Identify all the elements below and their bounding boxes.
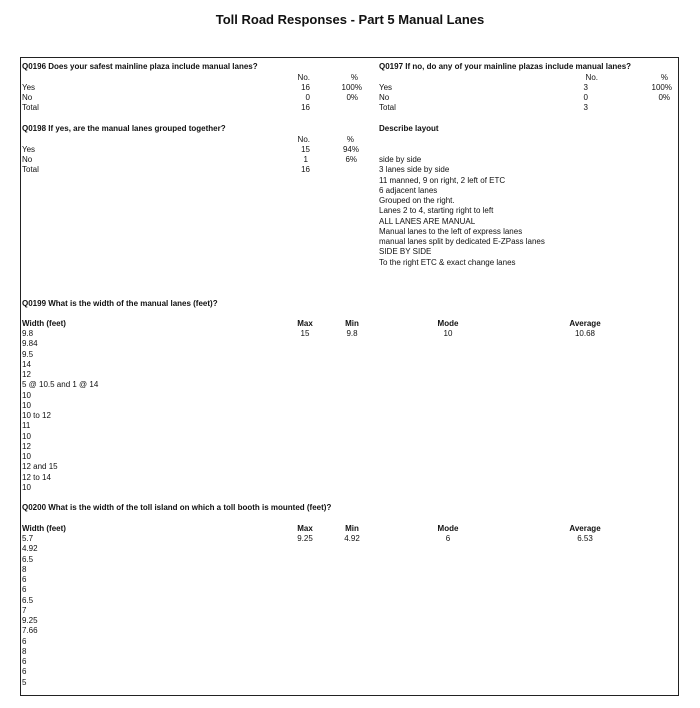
q0200-mode-value: 6 [445, 534, 451, 543]
q0200-value: 6 [22, 636, 27, 646]
q0200-value: 7.66 [22, 626, 38, 636]
q0196-row-label: No [22, 93, 33, 102]
layout-item: 3 lanes side by side [379, 165, 450, 175]
q0199-value-list [22, 329, 98, 493]
q0197-row-no: 0 [583, 93, 588, 102]
q0196-row-label: Yes [22, 83, 36, 92]
q0196-question: Q0196 Does your safest mainline plaza include manual lanes? [22, 62, 258, 71]
q0199-value: 12 [22, 370, 31, 379]
q0200-value: 5 [22, 677, 27, 687]
q0199-value: 10 [22, 390, 31, 400]
q0200-value: 8 [22, 564, 27, 574]
layout-item: Lanes 2 to 4, starting right to left [379, 206, 494, 216]
q0200-value: 5.7 [22, 534, 34, 543]
q0200-value: 8 [22, 646, 27, 656]
q0196-head-no: No. [297, 73, 310, 82]
q0199-value: 10 to 12 [22, 411, 51, 420]
layout-item: Manual lanes to the left of express lanes [379, 226, 523, 236]
q0199-average-head: Average [569, 319, 601, 328]
layout-item: Grouped on the right. [379, 196, 455, 205]
q0198-row-pct: 6% [345, 155, 357, 164]
q0199-question: Q0199 What is the width of the manual lanes (feet)? [22, 299, 218, 308]
q0199-min-value: 9.8 [346, 329, 358, 338]
layout-item: 6 adjacent lanes [379, 185, 438, 195]
q0200-max-head: Max [297, 524, 313, 533]
q0199-value: 9.84 [22, 339, 38, 349]
q0199-mode-value: 10 [443, 329, 453, 338]
q0199-value: 9.8 [22, 329, 34, 338]
q0197-row-pct: 0% [658, 93, 670, 102]
q0200-min-head: Min [345, 524, 359, 533]
q0197-row-no: 3 [583, 103, 588, 112]
q0198-head-pct: % [346, 135, 354, 144]
q0199-value: 10 [22, 482, 31, 492]
q0200-value: 6 [22, 575, 27, 584]
layout-item: ALL LANES ARE MANUAL [379, 216, 476, 226]
q0199-mode-head: Mode [437, 319, 459, 328]
q0200-average-value: 6.53 [577, 534, 593, 543]
q0199-average-value: 10.68 [574, 329, 596, 338]
q0196-row-pct: 100% [341, 83, 362, 92]
q0199-value: 10 [22, 452, 31, 461]
q0200-value: 6 [22, 585, 27, 595]
q0199-max-value: 15 [300, 329, 310, 338]
q0200-value-list [22, 534, 38, 688]
q0199-value: 12 [22, 441, 31, 451]
q0199-min-head: Min [345, 319, 359, 328]
q0198-question: Q0198 If yes, are the manual lanes grouped together? [22, 124, 226, 133]
layout-item: side by side [379, 155, 422, 164]
q0200-max-value: 9.25 [297, 534, 313, 543]
q0200-value: 6 [22, 667, 27, 677]
q0199-value: 12 and 15 [22, 462, 58, 472]
q0197-row-no: 3 [583, 83, 588, 92]
layout-item: SIDE BY SIDE [379, 247, 432, 257]
q0198-row-label: No [22, 155, 33, 164]
q0200-question: Q0200 What is the width of the toll island on which a toll booth is mounted (feet)? [22, 503, 332, 512]
q0200-value: 6.5 [22, 595, 34, 605]
q0196-row-pct: 0% [346, 93, 358, 102]
q0199-value: 12 to 14 [22, 472, 51, 482]
q0196-row-no: 0 [305, 93, 310, 102]
q0196-row-label: Total [22, 103, 39, 112]
layout-heading: Describe layout [379, 124, 439, 133]
q0198-head-no: No. [297, 135, 310, 144]
q0199-col-label: Width (feet) [22, 319, 66, 328]
q0200-col-label: Width (feet) [22, 524, 66, 533]
layout-item: 11 manned, 9 on right, 2 left of ETC [379, 175, 506, 185]
q0197-head-pct: % [660, 73, 668, 82]
q0198-row-no: 1 [303, 155, 308, 164]
q0199-max-head: Max [297, 319, 313, 328]
q0200-value: 9.25 [22, 616, 38, 625]
q0198-row-label: Yes [22, 145, 36, 154]
q0200-value: 6.5 [22, 554, 34, 564]
q0200-value: 6 [22, 657, 27, 666]
q0197-row-label: Total [379, 103, 396, 112]
q0198-row-label: Total [22, 165, 39, 174]
q0199-value: 10 [22, 431, 31, 441]
q0196-row-no: 16 [301, 103, 310, 112]
layout-item: To the right ETC & exact change lanes [379, 257, 516, 267]
q0200-value: 7 [22, 605, 27, 615]
layout-list [379, 155, 545, 268]
q0197-question: Q0197 If no, do any of your mainline plazas include manual lanes? [379, 62, 632, 71]
q0198-row-pct: 94% [342, 145, 359, 154]
q0198-row-no: 16 [301, 165, 310, 174]
q0199-value: 14 [22, 359, 31, 369]
layout-item: manual lanes split by dedicated E-ZPass lanes [379, 237, 545, 246]
q0197-head-no: No. [585, 73, 598, 82]
q0199-value: 9.5 [22, 349, 34, 359]
page-title: Toll Road Responses - Part 5 Manual Lanes [215, 12, 485, 27]
q0199-value: 11 [22, 421, 31, 431]
q0196-head-pct: % [350, 73, 358, 82]
q0197-row-label: No [379, 93, 390, 102]
q0196-row-no: 16 [301, 83, 310, 92]
q0199-value: 5 @ 10.5 and 1 @ 14 [22, 380, 99, 390]
q0197-row-label: Yes [379, 83, 393, 92]
q0200-value: 4.92 [22, 544, 38, 554]
q0200-average-head: Average [569, 524, 601, 533]
q0197-row-pct: 100% [651, 83, 672, 92]
q0200-min-value: 4.92 [344, 534, 360, 543]
q0199-value: 10 [22, 400, 31, 410]
q0200-mode-head: Mode [437, 524, 459, 533]
q0198-row-no: 15 [301, 145, 310, 154]
